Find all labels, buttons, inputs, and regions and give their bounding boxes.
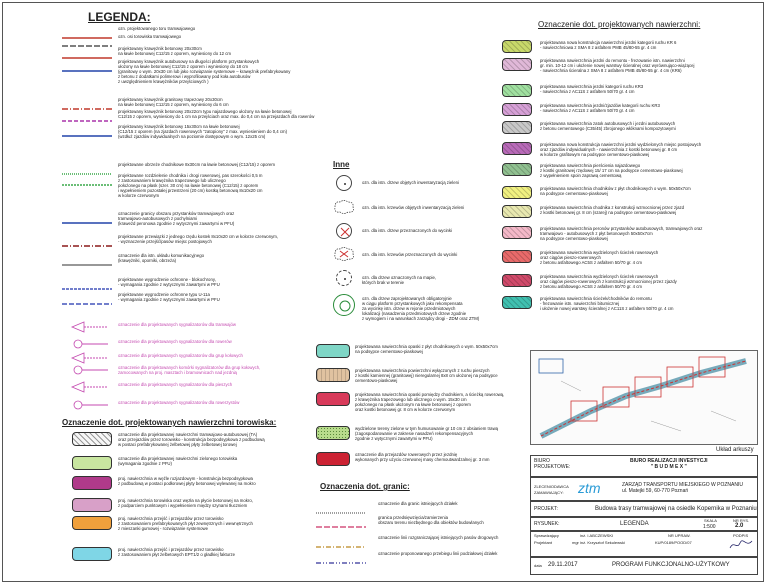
line-symbol (62, 278, 112, 282)
right-surface-label: projektowana nawierzchnia peronów przystanków autobusowych, tramwajowych oraz tramwajowo - autobusowych z płyt betonowych 50x50x7cm na podsypce cementowo-piaskowej (540, 226, 703, 241)
surface-swatch (502, 84, 532, 97)
boundary-line (316, 552, 366, 556)
legend-item-label: projektowane obrzeże chodnikowe 8x30cm na ławie betonowej (C12/15) z oporem (118, 162, 275, 167)
surface-swatch (502, 205, 532, 218)
surface-swatch (502, 40, 532, 53)
right-surface-label: projektowana nowa konstrukcja nawierzchni jezdni wydzielonych miejsc postojowych oraz zjazdów indywidualnych - nawierzchnia z kostki betonowej gr. 8 cm w kolorze grafitowym na podsypce cementowo-piaskowej (540, 142, 702, 157)
torowisko-item-label: proj. nawierzchnia w węźle rozjazdowym - konstrukcja bezpodsypkowa z podbudową w postaci podłorowej płyty betonowej wylewanej na mokro (118, 476, 256, 486)
legend-item-label: projektowany krawężnik betonowy 20x30cm na ławie betonowej C12/15 z oporem, wyniesiony do 12 cm (118, 46, 231, 56)
middle-surface-label: projektowana nawierzchnia opaski z płyt chodnikowych o wym. 50x50x7cm na podsypce cementowo-piaskowej (355, 344, 498, 354)
surface-swatch (502, 121, 532, 134)
torowisko-item-label: oznaczenie dla projektowanej nawierzchni zielonego torowiska (wymagania zgodnie z PFU) (118, 456, 238, 466)
surface-swatch (502, 163, 532, 176)
surface-swatch (316, 452, 350, 466)
line-symbol (62, 60, 112, 64)
signal-icon (70, 320, 110, 332)
legend-item-label: projektowane rozdzielenie chodnika i drogi rowerowej, pas szerokości 0,5 m z zastosowaniem krawężnika trapezowego lub ulicznego położonego na płask (szer. 30 cm) na ławie betonowej (C12/15) z oporem i wypełnieniem pozostałej przestrzeni (20 cm) kostką betonową 8x10x20 cm w kolorze czerwonym (118, 173, 263, 198)
signal-icon (70, 398, 110, 410)
tb-data-value: 29.11.2017 (548, 562, 578, 568)
tb-projekt-label: PROJEKT: (534, 506, 558, 512)
surface-swatch (72, 456, 112, 470)
granic-item-label: oznaczenie linii rozgraniczającej istniejących pasów drogowych (378, 535, 499, 540)
signal-icon (70, 380, 110, 392)
granic-item-label: granica przedsięwzięcia/zamierzenia obszaru terenu niezbędnego dla obiektów budowlanych (378, 515, 484, 525)
right-surface-label: projektowana nawierzchnia pierścienia najazdowego z kostki granitowej rzędowej 15/ 17 cm na podsypce cementowo-piaskowej z wypełnieniem spoin zaprawą cementową (540, 163, 683, 178)
legend-item-label: projektowane wygrodzenie ochronne typu U-11a - wymagania zgodnie z wytycznymi zawartymi w PFU (118, 292, 220, 302)
inne-item-label: ozn. dla drzew oznaczonych na mapie, których brak w terenie (362, 275, 437, 285)
sheet-layout-map (530, 350, 758, 445)
signal-icon (70, 363, 110, 375)
legend-item-label: oznaczenie granicy obszaru przystanków tramwajowych oraz tramwajowo-autobusowych z pochylniami (kraweżd peronowa zgodnie z wytycznymi zawartymi w PFU) (118, 211, 235, 226)
surface-swatch (502, 58, 532, 71)
right-surface-label: projektowana nawierzchnia ścieżek/chodników do remontu - frezowanie istn. nawierzchni bitumicznej i ułożenie nowej warstwy ścieralnej z AC11S z asfaltem 50/70 gr. 4 cm (540, 296, 674, 311)
surface-swatch (316, 368, 350, 382)
surface-swatch (316, 426, 350, 440)
right-surface-label: projektowana nawierzchnia jezdni do remontu - frezowanie istn. nawierzchni gr. min. 10-12 cm i ułożenie nowej warstwy ścieralnej oraz wyrównująco-wiążącej - nawierzchnia ścieralna z SMA 8 z asfaltem PMB 45/80-55 gr. 4 cm (KR6) (540, 58, 695, 73)
tb-skala-label: SKALA (704, 518, 717, 523)
tb-ztm-name: ZARZĄD TRANSPORTU MIEJSKIEGO W POZNANIU ul. Matejki 59, 60-770 Poznań (622, 482, 743, 494)
legend-item-label: oznaczenie dla istn. układu komunikacyjnego (krawężniki, oporniki, obrzeża) (118, 253, 204, 263)
map-inset (539, 359, 563, 373)
line-symbol (62, 163, 112, 167)
tb-biuro-name: BIURO REALIZACJI INVESTYCJI " B U D M E X " (630, 458, 708, 470)
surface-swatch (502, 186, 532, 199)
right-surface-label: projektowana nawierzchnia jezdni/zjazdów kategorii ruchu KR3 - nawierzchnia z AC11S z asfaltem 50/70 gr. 4 cm (540, 103, 660, 113)
right-surface-label: projektowana nawierzchnia zatok autobusowych i jezdni autobusowych z betonu cementowego (C35/45) zbrojonego włóknami kompozytowymi (540, 121, 676, 131)
torowisko-item-label: proj. nawierzchnia torowiska oraz węzła na płycie betonowej na mokro, z podparciem punktowym i wypełnieniem między szynami tłuczniem (118, 498, 253, 508)
tb-biuro-label: BIURO PROJEKTOWE: (534, 458, 571, 470)
inne-item-label: ozn. dla drzew zaprojektowanych obligatoryjnie w ciągu platform przystankowych jako rekompensata za wycinkę istn. drzew w rejonie przedmiotowych lokalizacji (nasadzenia przedmiotowych drzew zgodnie z wymogiem i na warunkach zarządcy drogi - ZDM oraz ZTM) (362, 296, 480, 321)
bush-symbol (332, 199, 356, 215)
line-symbol (62, 212, 112, 216)
torowisko-title: Oznaczenie dot. projektowanych nawierzchni torowiska: (62, 418, 277, 427)
surface-swatch (502, 296, 532, 309)
map-caption: Układ arkuszy (716, 447, 754, 453)
inne-title: Inne (333, 160, 350, 169)
tb-nr-value: 2.0 (735, 523, 744, 529)
tb-role2: Projektant (534, 540, 553, 545)
tb-zamawiajacy-label: ZLECENIODAWCA ZAMAWIAJĄCY: (534, 484, 569, 495)
right-surface-label: projektowana nawierzchnia wydzielonych ścieżek rowerowych oraz ciągów pieszo-rowerowych z konstrukcji wzmocnionej przez zjazdy z betonu asfaltowego AC5S z asfaltem 50/70 gr. 4 cm (540, 274, 677, 289)
signal-icon (70, 337, 110, 349)
boundary-line (316, 516, 366, 520)
signal-label: oznaczenie dla projektowanych sygnalizatorów dla tramwajów (118, 322, 236, 327)
tree-symbol (336, 223, 352, 239)
legend-item-label: projektowany krawężnik betonowy 20x22cm typu najazdowego ułożony na ławie betonowej C12/15 z oporem, wyniesiony do 1 cm na przejściach oraz max. do 0,4 cm na przejazdach dla rowerów (118, 109, 315, 119)
tb-podpis: PODPIS (733, 533, 749, 538)
line-symbol (62, 293, 112, 297)
surface-swatch (316, 392, 350, 406)
boundary-line (316, 502, 366, 506)
inne-item-label: ozn. dla istn. krzewów objętych inwentaryzacją zieleni (362, 205, 465, 210)
sheet-layout-svg (531, 351, 758, 445)
tb-nrupr2: KUP/0189/POOD/07 (655, 540, 692, 545)
legend-item-label: ozn. osi torowiska tramwajowego (118, 34, 182, 39)
tb-stage: PROGRAM FUNKCJONALNO-UŻYTKOWY (612, 562, 730, 568)
inne-item-label: ozn. dla istn. krzewów przeznaczonych do wycinki (362, 252, 458, 257)
new-tree-symbol (333, 294, 355, 316)
surface-swatch (72, 476, 112, 490)
tb-rysunek-label: RYSUNEK: (534, 521, 560, 527)
surface-swatch (502, 103, 532, 116)
signal-label: oznaczenie dla projektowanych komórki sygnalizatorów dla grup kołowych, zamocowanych na proj. masztach i bramownicach nad jezdnią (118, 365, 261, 375)
legend-item-label: projektowane wygrodzenie ochronne - blokochrony, - wymagania zgodnie z wytycznymi zawartymi w PFU (118, 277, 220, 287)
tree-symbol (336, 270, 352, 286)
legend-item-label: projektowany krawężnik betonowy 15x30cm na ławie betonowej (C12/15 z oporem (na zjazdach rowerowych "zatopiony" z max. wyniesieniem do 0,4 cm) (wzdłuż zjazdów indywidualnych na poziomie dostępowym o wym. 12x25 cm) (118, 124, 288, 139)
surface-swatch (72, 547, 112, 561)
torowisko-item-label: proj. nawierzchnia przejść i przejazdów przez torowisko z zastosowaniem prefabrykowanych płyt zewnętrznych i wewnętrznych z mieszanki gumowej - rozwiązanie systemowe (118, 516, 253, 531)
legend-item-label: projektowany krawężnik granitowy trapezowy 20x30cm na ławie betonowej C12/15 z oporem, wyniesiony do 6 cm (118, 97, 229, 107)
middle-surface-label: projektowana nawierzchnia opaski pomiędzy chodnikiem, a ścieżką rowerową, z krawężnika trapezowego lub ulicznego o wym. 15x30 cm położonego na płask ułożonym na ławie betonowej z oporem oraz kostki betonowej gr. 8 cm w kolorze czerwonym (355, 392, 505, 412)
surface-swatch (502, 250, 532, 263)
tb-nrupr1: NR UPRAW. (668, 533, 691, 538)
right-surface-label: projektowana nawierzchnia jezdni kategorii ruchu KR3 - nawierzchnia z AC11S z asfaltem 50/70 gr. 4 cm (540, 84, 644, 94)
inne-item-label: ozn. dla istn. drzew przeznaczonych do wycinki (362, 228, 453, 233)
middle-surface-label: oznaczenie dla przejazdów rowerowych przez jezdnię wykonanych przy użyciu czerwonej masy chemoutwardzalnej gr. 3 mm (355, 452, 490, 462)
surface-swatch (72, 432, 112, 446)
line-symbol (62, 254, 112, 258)
inne-item-label: ozn. dla istn. drzew objętych inwentaryzacją zieleni (362, 180, 459, 185)
signal-label: oznaczenie dla projektowanych sygnalizatorów dla rowerzystów (118, 400, 240, 405)
line-symbol (62, 27, 112, 31)
tram-route-path (541, 361, 746, 436)
surface-swatch (502, 274, 532, 287)
surfaces-title: Oznaczenie dot. projektowanych nawierzchni: (538, 20, 701, 29)
tb-role1: Sprawdzający (534, 533, 559, 538)
tb-person2: mgr inż. Krzysztof Sekulewski (572, 540, 625, 545)
middle-surface-label: projektowana nawierzchnia powierzchni wyłączonych z ruchu pieszych z kostki kamiennej (granitowej) nieregularnej 8x8 cm ułożonej na podsypce cementowo-piaskowej (355, 368, 498, 383)
right-surface-label: projektowana nowa konstrukcja nawierzchni jezdni kategorii ruchu KR 6 - nawierzchniowa z SMA 8 z asfaltem PMB 45/80-55 gr. 4 cm (540, 40, 677, 50)
right-surface-label: projektowana nawierzchnia wydzielonych ścieżek rowerowych oraz ciągów pieszo-rowerowych z betonu asfaltowego AC5S z asfaltem 50/70 gr. 4 cm (540, 250, 659, 265)
granic-item-label: oznaczenie proponowanego przebiegu linii podziałowej działek (378, 551, 498, 556)
surface-swatch (316, 344, 350, 358)
signal-label: oznaczenie dla projektowanych sygnalizatorów dla rowerów (118, 339, 232, 344)
signal-icon (70, 351, 110, 363)
legend-title: LEGENDA: (88, 10, 151, 24)
line-symbol (62, 235, 112, 239)
signal-label: oznaczenie dla projektowanych sygnalizatorów dla pieszych (118, 382, 233, 387)
boundary-line (316, 536, 366, 540)
right-surface-label: projektowana nawierzchnia chodników z płyt chodnikowych o wym. 50x50x7cm na podsypce cementowo-piaskowej (540, 186, 691, 196)
legend-item-label: ozn. projektowanego toru tramwajowego (118, 26, 196, 31)
tb-data-label: data (534, 563, 542, 568)
granic-item-label: oznaczenie dla granic istniejących działek (378, 501, 458, 506)
middle-surface-label: wydzielone tereny zielone w tym humusowanie gr 10 cm z obsianiem trawą (zagospodarowanie w zakresie nasadzeń rekompensacyjnych zgodnie z wytycznymi zawartymi w PFU) (355, 426, 499, 441)
line-symbol (62, 35, 112, 39)
granic-title: Oznaczenia dot. granic: (320, 482, 410, 491)
tb-skala-value: 1:500 (703, 524, 716, 530)
torowisko-item-label: proj. nawierzchnia przejść i przejazdów przez torowisko z zastosowaniem płyt żelbetowych EPT1/2 o gładkiej fakturze (118, 547, 236, 557)
signature-mark (728, 538, 754, 552)
ztm-logo: ztm (578, 480, 601, 496)
bush-symbol (332, 246, 356, 262)
tb-nr-label: NR RYS. (733, 518, 750, 523)
tb-person1: inż. I.ABCZEWSKI (580, 533, 614, 538)
line-symbol (62, 125, 112, 129)
line-symbol (62, 174, 112, 178)
surface-swatch (502, 142, 532, 155)
line-symbol (62, 110, 112, 114)
torowisko-item-label: oznaczenie dla projektowanej nawierzchni tramwajowo-autobusowej (TA) oraz przejazdów przez torowisko - konstrukcja bezpodsypkowa z podbudową w postaci prefabrykowanej żelbetowej płyty żelbetowej torowej (118, 432, 265, 447)
tb-projekt-name: Budowa trasy tramwajowej na osiedle Kopernika w Poznaniu (595, 506, 757, 512)
line-symbol (62, 47, 112, 51)
right-surface-label: projektowana nawierzchnia chodnika z konstrukcji wzmocnionej przez zjazd z kostki betonowej gr. 8 cm (szarej) na podsypce cementowo-piaskowej (540, 205, 685, 215)
legend-item-label: projektowane przewiązki z jednego rzędu kostek 8x10x20 cm w kolorze czerwonym, - wyznaczenie przejść/pasów miejsc postojowych (118, 234, 279, 244)
signal-label: oznaczenie dla projektowanych sygnalizatorów dla grup kołowych (118, 353, 243, 358)
tb-rysunek-name: LEGENDA (620, 521, 649, 527)
line-symbol (62, 98, 112, 102)
tree-symbol (336, 175, 352, 191)
surface-swatch (72, 516, 112, 530)
surface-swatch (502, 226, 532, 239)
surface-swatch (72, 498, 112, 512)
legend-item-label: projektowany krawężnik autobusowy na długości platform przystankowych ułożony na ławie betonowej C12/15 z oporem i wyniesiony do 18 cm (granitowy o wym. 20x30 cm lub jako rozwiązanie systemowe – krawężnik prefabrykowany z betonu z dodatkami polimerowi i wyprofilowany pod koła autobusów z uwzględnieniem krawężników przejściowych ) (118, 59, 291, 84)
tb-row-people (530, 531, 758, 557)
